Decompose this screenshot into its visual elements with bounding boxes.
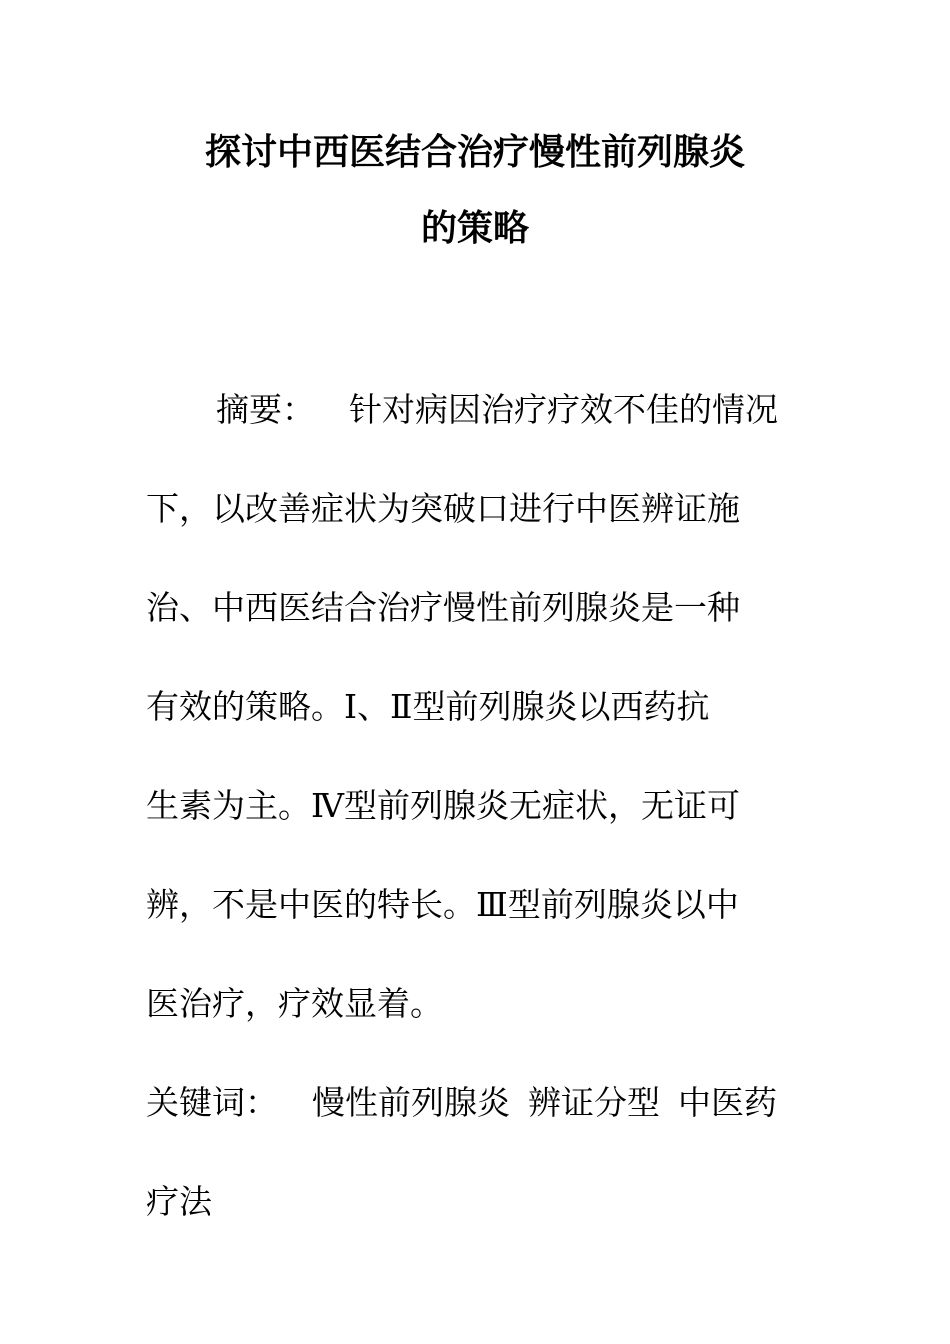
keyword-item: 中医药	[678, 1083, 777, 1122]
abstract-line-6: 辨，不是中医的特长。Ⅲ型前列腺炎以中	[146, 885, 739, 924]
abstract-line-3: 治、中西医结合治疗慢性前列腺炎是一种	[146, 588, 740, 627]
abstract-label: 摘要：	[216, 390, 315, 429]
keywords-line	[146, 1053, 806, 1152]
abstract-text: 针对病因治疗疗效不佳的情况	[349, 390, 778, 429]
keyword-item: 慢性前列腺炎	[312, 1083, 510, 1122]
document-title	[140, 115, 810, 267]
title-line-2: 的策略	[420, 208, 529, 249]
abstract-line-4: 有效的策略。Ⅰ、Ⅱ型前列腺炎以西药抗	[146, 687, 710, 726]
keywords-continuation: 疗法	[146, 1182, 212, 1221]
keyword-item: 辨证分型	[528, 1083, 660, 1122]
abstract-section	[146, 360, 806, 1251]
abstract-line-2: 下，以改善症状为突破口进行中医辨证施	[146, 489, 740, 528]
abstract-line-1	[146, 360, 806, 459]
abstract-line-5: 生素为主。Ⅳ型前列腺炎无症状，无证可	[146, 786, 740, 825]
abstract-line-7: 医治疗，疗效显着。	[146, 984, 443, 1023]
title-line-1: 探讨中西医结合治疗慢性前列腺炎	[204, 132, 745, 173]
keywords-label: 关键词：	[146, 1083, 278, 1122]
